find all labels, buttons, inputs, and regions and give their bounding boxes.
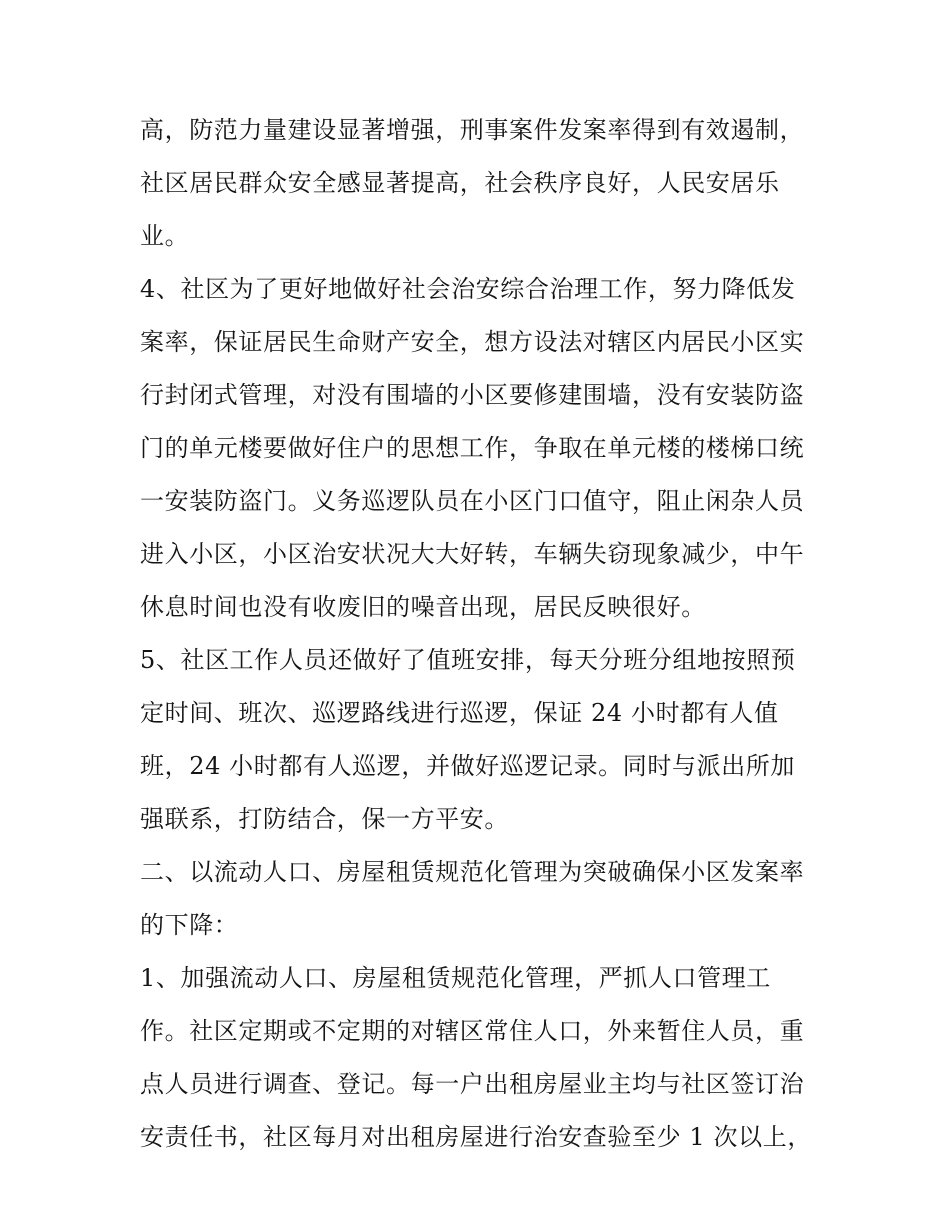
text-line: 定时间、班次、巡逻路线进行巡逻，保证 24 小时都有人值 [140, 699, 779, 727]
text-line: 作。社区定期或不定期的对辖区常住人口，外来暂住人员，重 [140, 1017, 805, 1045]
text-line: 4、社区为了更好地做好社会治安综合治理工作，努力降低发 [140, 275, 796, 303]
text-line: 安责任书，社区每月对出租房屋进行治安查验至少 1 次以上， [140, 1123, 812, 1151]
text-line: 门的单元楼要做好住户的思想工作，争取在单元楼的楼梯口统 [140, 434, 805, 462]
text-line: 二、以流动人口、房屋租赁规范化管理为突破确保小区发案率 [140, 858, 805, 886]
text-line: 进入小区，小区治安状况大大好转，车辆失窃现象减少，中午 [140, 540, 805, 568]
text-line: 点人员进行调查、登记。每一户出租房屋业主均与社区签订治 [140, 1070, 805, 1098]
text-line: 班，24 小时都有人巡逻，并做好巡逻记录。同时与派出所加 [140, 752, 795, 780]
text-line: 1、加强流动人口、房屋租赁规范化管理，严抓人口管理工 [140, 964, 771, 992]
body-text [140, 104, 820, 1164]
text-line: 案率，保证居民生命财产安全，想方设法对辖区内居民小区实 [140, 328, 805, 356]
text-line: 社区居民群众安全感显著提高，社会秩序良好，人民安居乐 [140, 169, 780, 197]
text-line: 业。 [140, 222, 190, 250]
text-line: 行封闭式管理，对没有围墙的小区要修建围墙，没有安装防盗 [140, 381, 805, 409]
text-line: 的下降： [140, 911, 239, 939]
text-line: 强联系，打防结合，保一方平安。 [140, 805, 509, 833]
text-line: 休息时间也没有收废旧的噪音出现，居民反映很好。 [140, 593, 706, 621]
text-line: 高，防范力量建设显著增强，刑事案件发案率得到有效遏制， [140, 116, 805, 144]
text-line: 5、社区工作人员还做好了值班安排，每天分班分组地按照预 [140, 646, 796, 674]
text-line: 一安装防盗门。义务巡逻队员在小区门口值守，阻止闲杂人员 [140, 487, 805, 515]
